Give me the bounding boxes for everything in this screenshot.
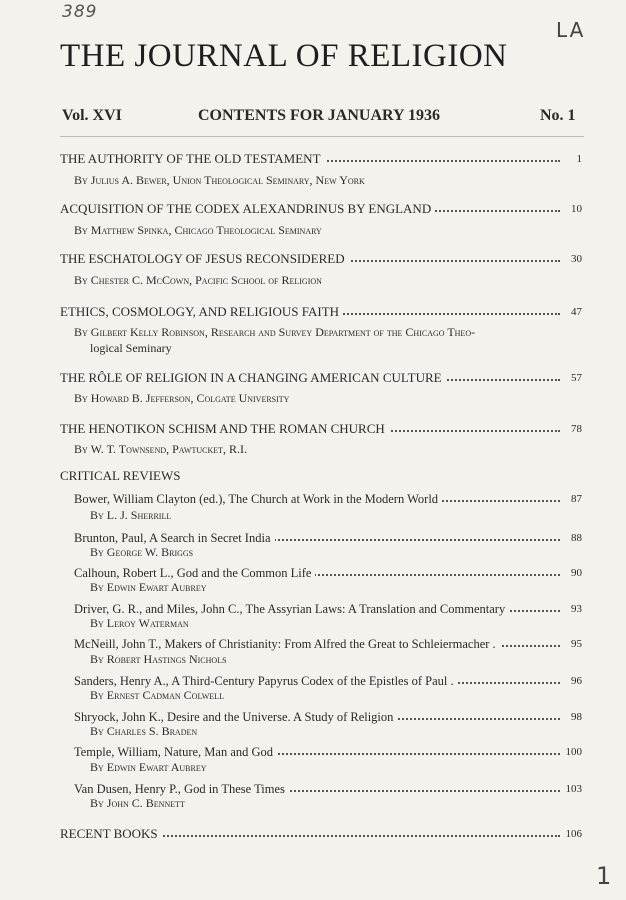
reviewer: By Ernest Cadman Colwell	[90, 688, 224, 702]
review-entry	[74, 491, 582, 509]
page-number: 87	[562, 493, 582, 505]
volume-label: Vol. XVI	[62, 107, 122, 124]
article-author: By Howard B. Jefferson, Colgate University	[74, 391, 290, 405]
page-number: 90	[562, 567, 582, 579]
article-entry	[60, 151, 582, 169]
review-title: Temple, William, Nature, Man and God	[74, 745, 277, 759]
reviewer: By Edwin Ewart Aubrey	[90, 760, 207, 774]
page-number: 95	[562, 638, 582, 650]
article-entry	[60, 304, 582, 322]
reviewer: By Edwin Ewart Aubrey	[90, 580, 207, 594]
article-title: THE HENOTIKON SCHISM AND THE ROMAN CHURCH	[60, 421, 389, 436]
header-rule	[60, 136, 584, 137]
reviewer: By George W. Briggs	[90, 545, 194, 559]
review-title: Driver, G. R., and Miles, John C., The Assyrian Laws: A Translation and Commentary	[74, 602, 509, 616]
article-entry	[60, 201, 582, 219]
article-author: By W. T. Townsend, Pawtucket, R.I.	[74, 442, 248, 456]
page-number: 106	[562, 828, 582, 840]
article-author: By Gilbert Kelly Robinson, Research and Survey Department of the Chicago Theo-	[74, 325, 476, 339]
article-entry	[60, 370, 582, 388]
page-number: 1	[562, 153, 582, 165]
handwritten-page-number: 1	[596, 862, 612, 890]
article-entry	[60, 251, 582, 269]
page-number: 98	[562, 711, 582, 723]
article-author: By Julius A. Bewer, Union Theological Seminary, New York	[74, 173, 365, 187]
page-number: 93	[562, 603, 582, 615]
article-entry	[60, 421, 582, 439]
article-title: ACQUISITION OF THE CODEX ALEXANDRINUS BY ENGLAND	[60, 201, 435, 216]
reviewer: By Leroy Waterman	[90, 616, 189, 630]
article-author: By Chester C. McCown, Pacific School of Religion	[74, 273, 322, 287]
recent-books-entry	[60, 826, 582, 844]
article-author: By Matthew Spinka, Chicago Theological Seminary	[74, 223, 322, 237]
handwritten-mark: LA	[556, 18, 586, 42]
page-number: 88	[562, 532, 582, 544]
journal-title: THE JOURNAL OF RELIGION	[60, 38, 508, 74]
review-title: Bower, William Clayton (ed.), The Church at Work in the Modern World	[74, 492, 442, 506]
review-title: Shryock, John K., Desire and the Universe. A Study of Religion	[74, 710, 397, 724]
page-number: 30	[562, 253, 582, 265]
recent-books-title: RECENT BOOKS	[60, 826, 162, 841]
review-title: McNeill, John T., Makers of Christianity: From Alfred the Great to Schleiermacher .	[74, 637, 500, 651]
page-number: 78	[562, 423, 582, 435]
reviewer: By Robert Hastings Nichols	[90, 652, 227, 666]
review-title: Sanders, Henry A., A Third-Century Papyrus Codex of the Epistles of Paul .	[74, 674, 458, 688]
page-number: 100	[562, 746, 582, 758]
reviewer: By L. J. Sherrill	[90, 508, 172, 522]
article-title: ETHICS, COSMOLOGY, AND RELIGIOUS FAITH	[60, 304, 343, 319]
article-title: THE ESCHATOLOGY OF JESUS RECONSIDERED	[60, 251, 349, 266]
page-number: 57	[562, 372, 582, 384]
page-number: 47	[562, 306, 582, 318]
contents-heading: CONTENTS FOR JANUARY 1936	[198, 107, 440, 124]
article-title: THE RÔLE OF RELIGION IN A CHANGING AMERICAN CULTURE	[60, 370, 446, 385]
article-title: THE AUTHORITY OF THE OLD TESTAMENT	[60, 151, 325, 166]
review-title: Brunton, Paul, A Search in Secret India	[74, 531, 275, 545]
reviewer: By Charles S. Braden	[90, 724, 198, 738]
handwritten-number: 389	[62, 2, 98, 22]
reviewer: By John C. Bennett	[90, 796, 185, 810]
page-number: 96	[562, 675, 582, 687]
page-number: 10	[562, 203, 582, 215]
review-title: Van Dusen, Henry P., God in These Times	[74, 782, 289, 796]
article-author-continued: logical Seminary	[90, 341, 172, 355]
review-title: Calhoun, Robert L., God and the Common Life	[74, 566, 315, 580]
issue-label: No. 1	[540, 107, 576, 124]
page-number: 103	[562, 783, 582, 795]
critical-reviews-heading: CRITICAL REVIEWS	[60, 468, 181, 483]
